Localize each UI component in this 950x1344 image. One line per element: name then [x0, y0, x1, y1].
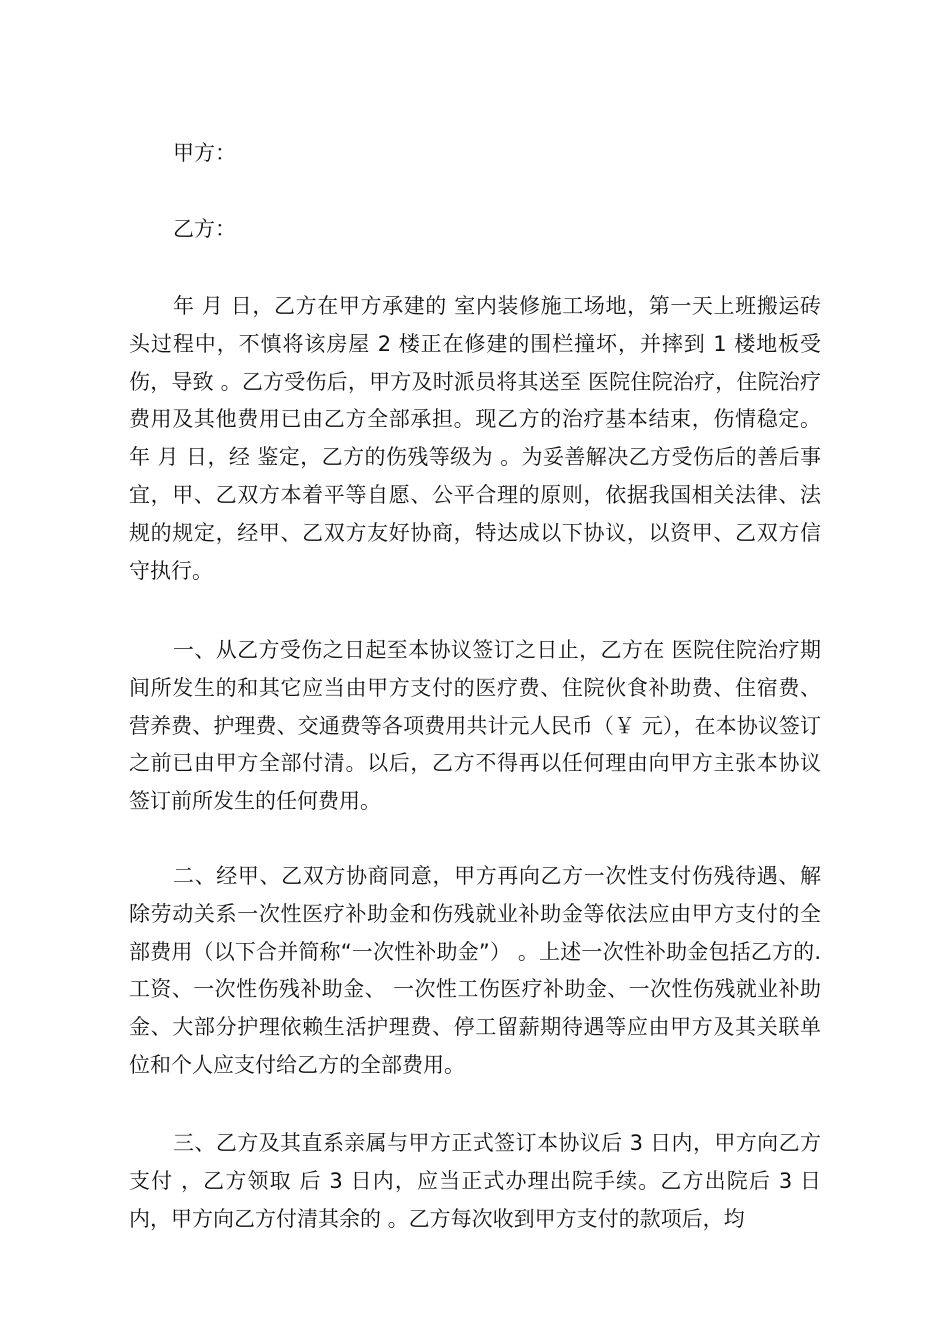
intro-paragraph: 年 月 日，乙方在甲方承建的 室内装修施工场地，第一天上班搬运砖头过程中，不慎将该房屋 2 楼正在修建的围栏撞坏，并摔到 1 楼地板受伤，导致 。乙方受伤后，甲方及时派员将其送至 医院住院治疗，住院治疗费用及其他费用已由乙方全部承担。现乙方的治疗基本结束，伤情稳定。 年 月 日，经 鉴定，乙方的伤残等级为 。为妥善解决乙方受伤后的善后事宜，甲、乙双方本着平等自愿、公平合理的原则，依据我国相关法律、法规的规定，经甲、乙双方友好协商，特达成以下协议，以资甲、乙双方信守执行。: [129, 294, 821, 583]
clause-two-paragraph: 二、经甲、乙双方协商同意，甲方再向乙方一次性支付伤残待遇、解除劳动关系一次性医疗补助金和伤残就业补助金等依法应由甲方支付的全部费用（以下合并简称“一次性补助金”） 。上述一次性补助金包括乙方的. 工资、一次性伤残补助金、 一次性工伤医疗补助金、一次性伤残就业补助金、大部分护理依赖生活护理费、停工留薪期待遇等应由甲方及其关联单位和个人应支付给乙方的全部费用。: [129, 864, 821, 1077]
party-a-label: 甲方：: [173, 141, 236, 165]
clause-one-paragraph: 一、从乙方受伤之日起至本协议签订之日止，乙方在 医院住院治疗期间所发生的和其它应当由甲方支付的医疗费、住院伙食补助费、住宿费、营养费、护理费、交通费等各项费用共计元人民币（￥ 元），在本协议签订之前已由甲方全部付清。以后，乙方不得再以任何理由向甲方主张本协议签订前所发生的任何费用。: [129, 638, 821, 814]
party-b-label: 乙方：: [173, 217, 236, 241]
clause-three-paragraph: 三、乙方及其直系亲属与甲方正式签订本协议后 3 日内，甲方向乙方支付 ，乙方领取 后 3 日内，应当正式办理出院手续。乙方出院后 3 日内，甲方向乙方付清其余的 。乙方每次收到甲方支付的款项后，均: [129, 1131, 821, 1231]
